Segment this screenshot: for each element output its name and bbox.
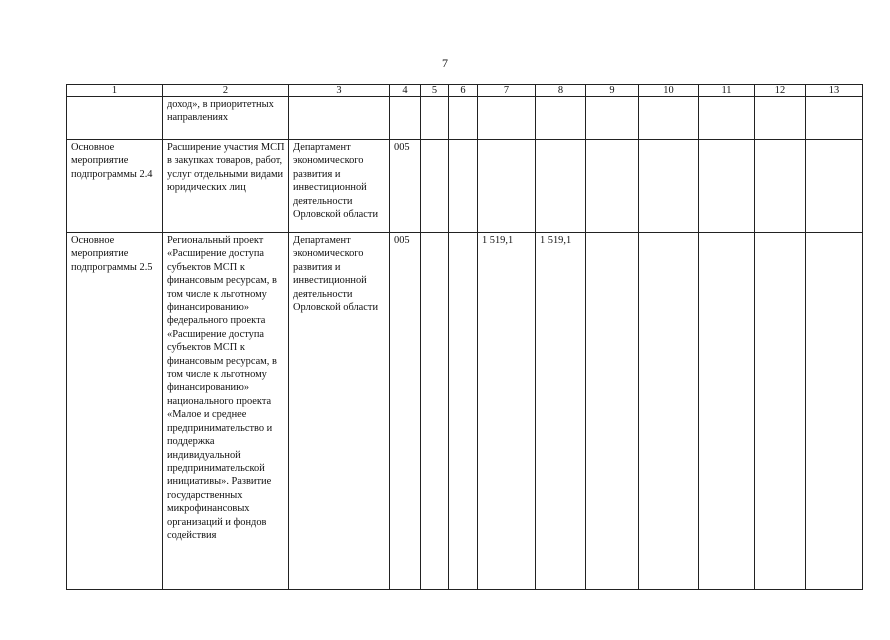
cell <box>639 140 699 233</box>
cell-activity <box>67 97 163 140</box>
column-header: 6 <box>449 85 478 97</box>
cell <box>586 233 639 590</box>
cell <box>421 97 449 140</box>
cell <box>586 140 639 233</box>
cell-value <box>536 140 586 233</box>
column-header: 1 <box>67 85 163 97</box>
column-header: 9 <box>586 85 639 97</box>
column-header: 4 <box>390 85 421 97</box>
header-row <box>67 85 863 97</box>
column-header: 13 <box>806 85 863 97</box>
column-header: 8 <box>536 85 586 97</box>
cell <box>806 97 863 140</box>
cell-value <box>478 140 536 233</box>
cell <box>699 140 755 233</box>
cell-code <box>390 97 421 140</box>
cell <box>586 97 639 140</box>
cell <box>449 97 478 140</box>
cell-value <box>478 97 536 140</box>
table-row <box>67 97 863 140</box>
table-row <box>67 140 863 233</box>
column-header: 10 <box>639 85 699 97</box>
cell <box>806 140 863 233</box>
cell-code: 005 <box>390 233 421 590</box>
table-row <box>67 233 863 590</box>
cell-description: Расширение участия МСП в закупках товаров, работ, услуг отдельными видами юридических лиц <box>163 140 289 233</box>
cell <box>755 140 806 233</box>
column-header: 2 <box>163 85 289 97</box>
cell <box>755 97 806 140</box>
cell <box>639 97 699 140</box>
cell <box>421 233 449 590</box>
cell <box>699 97 755 140</box>
cell <box>421 140 449 233</box>
cell <box>449 140 478 233</box>
cell-value <box>536 97 586 140</box>
column-header: 11 <box>699 85 755 97</box>
cell-executor <box>289 97 390 140</box>
page-number: 7 <box>442 56 448 70</box>
column-header: 3 <box>289 85 390 97</box>
cell-activity: Основное мероприятие подпрограммы 2.4 <box>67 140 163 233</box>
cell-value: 1 519,1 <box>536 233 586 590</box>
column-header: 12 <box>755 85 806 97</box>
cell-executor: Департамент экономического развития и инвестиционной деятельности Орловской области <box>289 140 390 233</box>
cell <box>699 233 755 590</box>
cell-description: Региональный проект «Расширение доступа субъектов МСП к финансовым ресурсам, в том числе к льготному финансированию» федерального проекта «Расширение доступа субъектов МСП к финансовым ресурсам, в том числе к льготному финансированию» национального проекта «Малое и среднее предпринимательство и поддержка индивидуальной предпринимательской инициативы». Развитие государственных микрофинансовых организаций и фондов содействия <box>163 233 289 590</box>
cell <box>449 233 478 590</box>
cell-description: доход», в приоритетных направлениях <box>163 97 289 140</box>
column-header: 5 <box>421 85 449 97</box>
cell-code: 005 <box>390 140 421 233</box>
cell-activity: Основное мероприятие подпрограммы 2.5 <box>67 233 163 590</box>
column-header: 7 <box>478 85 536 97</box>
cell-executor: Департамент экономического развития и инвестиционной деятельности Орловской области <box>289 233 390 590</box>
cell-value: 1 519,1 <box>478 233 536 590</box>
cell <box>755 233 806 590</box>
program-table <box>66 84 863 590</box>
cell <box>639 233 699 590</box>
cell <box>806 233 863 590</box>
